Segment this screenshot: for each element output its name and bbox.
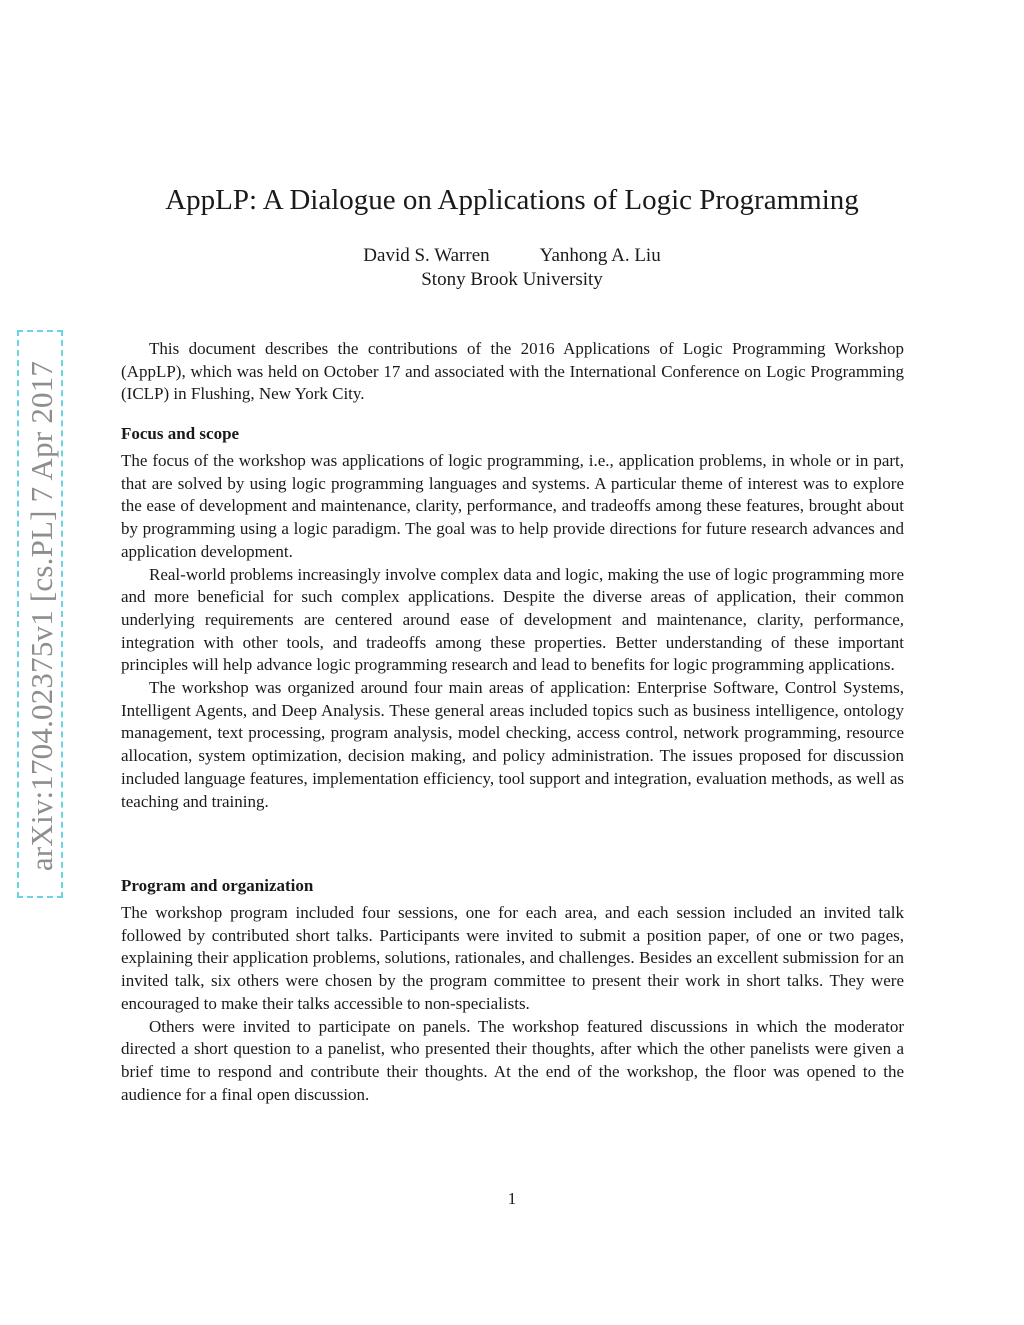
author-name: David S. Warren (363, 245, 490, 266)
arxiv-identifier: arXiv:1704.02375v1 [cs.PL] 7 Apr 2017 (24, 360, 59, 872)
section-body-focus-and-scope (121, 450, 904, 813)
paragraph: Others were invited to participate on panels. The workshop featured discussions in which the moderator directed a short question to a panelist, who presented their thoughts, after which the other panelists were given a brief time to respond and contribute their thoughts. At the end of the workshop, the floor was opened to the audience for a final open discussion. (121, 1016, 904, 1104)
section-heading-program-and-organization: Program and organization (121, 876, 314, 895)
paragraph: The focus of the workshop was applications of logic programming, i.e., application problems, in whole or in part, that are solved by using logic programming languages and systems. A particular theme of interest was to explore the ease of development and maintenance, clarity, performance, and tradeoffs among these features, brought about by programming using a logic paradigm. The goal was to help provide directions for future research advances and application development. (121, 451, 904, 561)
arxiv-identifier-stamp (17, 330, 63, 898)
paragraph: Real-world problems increasingly involve complex data and logic, making the use of logic programming more and more beneficial for such complex applications. Despite the diverse areas of application, their common underlying requirements are centered around ease of development and maintenance, clarity, performance, integration with other tools, and tradeoffs among these properties. Better understanding of these important principles will help advance logic programming research and lead to benefits for logic programming applications. (121, 564, 904, 675)
section-heading-focus-and-scope: Focus and scope (121, 424, 240, 443)
page-number: 1 (507, 1189, 517, 1208)
author-names (0, 244, 1024, 268)
author-block (0, 244, 1024, 292)
affiliation: Stony Brook University (421, 269, 603, 290)
abstract (121, 338, 904, 406)
paragraph: The workshop program included four sessions, one for each area, and each session included an invited talk followed by contributed short talks. Participants were invited to submit a position paper, of one or two pages, explaining their application problems, solutions, rationales, and challenges. Besides an excellent submission for an invited talk, six others were chosen by the program committee to present their work in short talks. They were encouraged to make their talks accessible to non-specialists. (121, 903, 904, 1013)
paper-title: AppLP: A Dialogue on Applications of Logic Programming (165, 184, 859, 216)
abstract-paragraph: This document describes the contributions of the 2016 Applications of Logic Programming Workshop (AppLP), which was held on October 17 and associated with the International Conference on Logic Programming (ICLP) in Flushing, New York City. (121, 339, 904, 404)
paragraph: The workshop was organized around four main areas of application: Enterprise Software, Control Systems, Intelligent Agents, and Deep Analysis. These general areas included topics such as business intelligence, ontology management, text processing, program analysis, model checking, access control, network programming, resource allocation, system optimization, decision making, and policy administration. The issues proposed for discussion included language features, implementation efficiency, tool support and integration, evaluation methods, as well as teaching and training. (121, 678, 904, 811)
section-body-program-and-organization (121, 902, 904, 1106)
author-name: Yanhong A. Liu (539, 245, 661, 266)
